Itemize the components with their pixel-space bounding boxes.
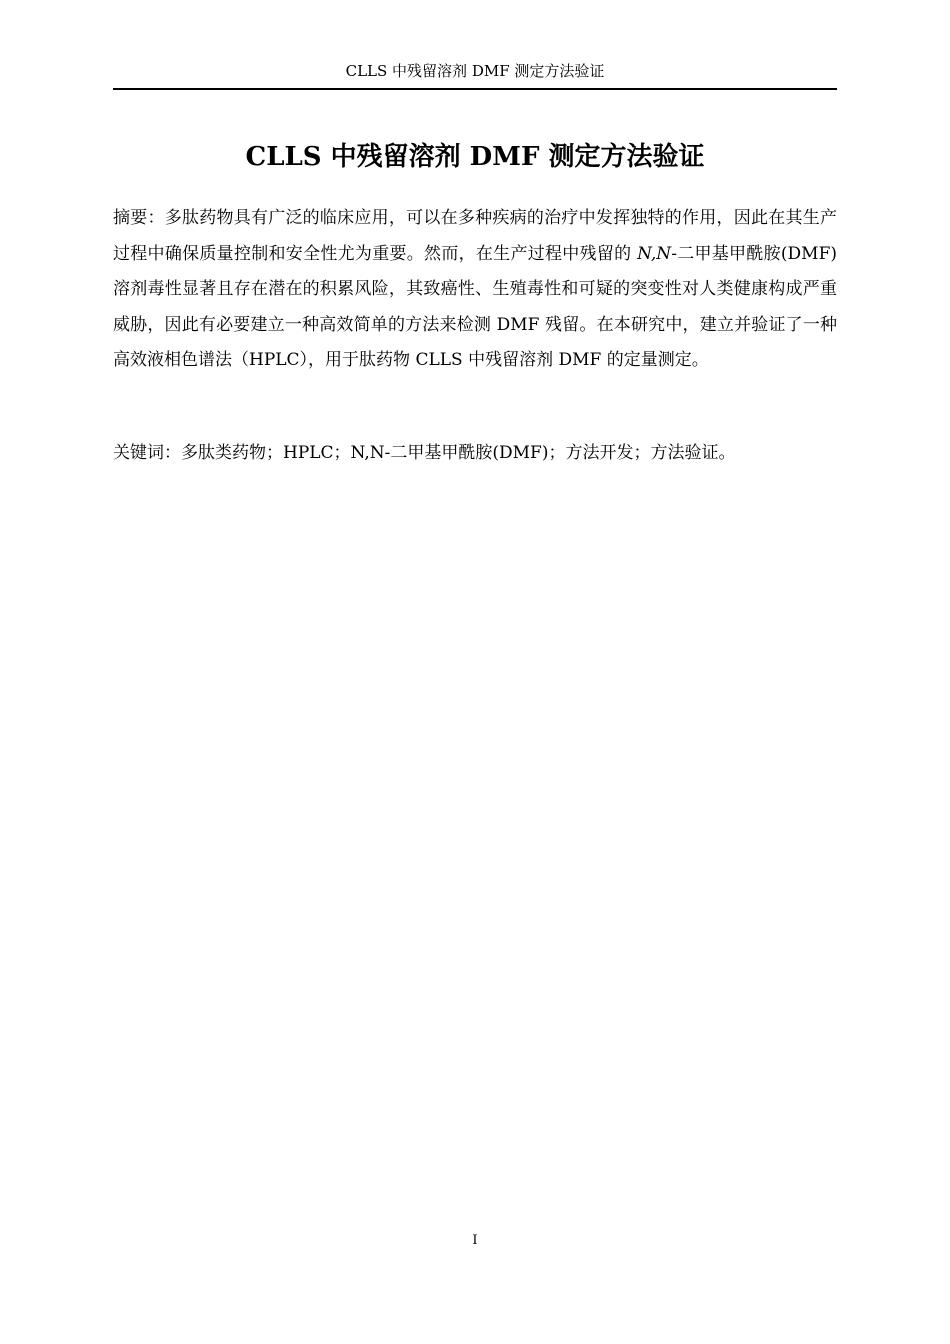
keywords-paragraph bbox=[113, 435, 837, 471]
keywords-label: 关键词： bbox=[113, 443, 181, 463]
keywords-text: 多肽类药物；HPLC；N,N-二甲基甲酰胺(DMF)；方法开发；方法验证。 bbox=[181, 443, 736, 463]
abstract-italic-term: N,N bbox=[637, 243, 672, 264]
abstract-text-start: 多肽药物具有广泛的临床应用，可以在多种疾病的治疗中发挥独特的作用，因此在其生产过程中确保质量控制和安全性尤为重要。然而，在生产过程中残留的 bbox=[113, 208, 838, 264]
abstract-text-end: -二甲基甲酰胺(DMF)溶剂毒性显著且存在潜在的积累风险，其致癌性、生殖毒性和可疑的突变性对人类健康构成严重威胁，因此有必要建立一种高效简单的方法来检测 DMF 残留。在本研究中，建立并验证了一种高效液相色谱法（HPLC），用于肽药物 CLLS 中残留溶剂 DMF 的定量测定。 bbox=[113, 243, 837, 371]
abstract-paragraph bbox=[113, 201, 837, 379]
running-header bbox=[113, 60, 837, 90]
running-header-title: CLLS 中残留溶剂 DMF 测定方法验证 bbox=[345, 62, 605, 80]
page-number: I bbox=[472, 1233, 478, 1248]
abstract-label: 摘要： bbox=[113, 208, 165, 228]
paper-title: CLLS 中残留溶剂 DMF 测定方法验证 bbox=[245, 142, 705, 172]
